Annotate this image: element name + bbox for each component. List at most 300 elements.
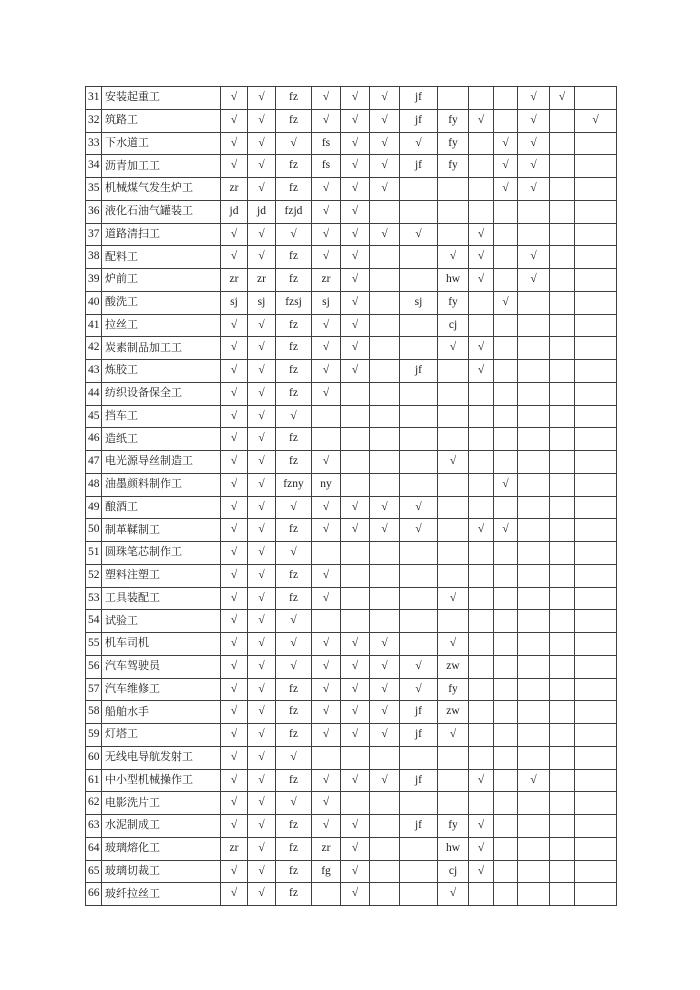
mark-cell: √ bbox=[341, 883, 370, 906]
mark-cell: √ bbox=[312, 223, 341, 246]
mark-cell: fz bbox=[276, 109, 312, 132]
row-number: 53 bbox=[86, 587, 102, 610]
mark-cell bbox=[400, 837, 438, 860]
mark-cell bbox=[494, 610, 518, 633]
mark-cell bbox=[370, 337, 400, 360]
mark-cell: √ bbox=[221, 87, 248, 110]
table-body bbox=[86, 87, 617, 906]
mark-cell bbox=[575, 564, 617, 587]
mark-cell bbox=[550, 109, 575, 132]
mark-cell bbox=[575, 769, 617, 792]
mark-cell bbox=[575, 860, 617, 883]
mark-cell: √ bbox=[341, 655, 370, 678]
mark-cell: √ bbox=[469, 769, 494, 792]
mark-cell bbox=[494, 269, 518, 292]
mark-cell: fz bbox=[276, 314, 312, 337]
mark-cell bbox=[518, 473, 550, 496]
mark-cell bbox=[518, 678, 550, 701]
row-number: 57 bbox=[86, 678, 102, 701]
mark-cell: √ bbox=[312, 337, 341, 360]
mark-cell bbox=[438, 405, 469, 428]
mark-cell bbox=[550, 633, 575, 656]
mark-cell: fz bbox=[276, 883, 312, 906]
mark-cell bbox=[312, 405, 341, 428]
mark-cell: √ bbox=[438, 633, 469, 656]
mark-cell: √ bbox=[518, 132, 550, 155]
mark-cell: √ bbox=[312, 496, 341, 519]
mark-cell bbox=[494, 746, 518, 769]
mark-cell bbox=[494, 542, 518, 565]
mark-cell: √ bbox=[248, 519, 276, 542]
occupation-name: 酿酒工 bbox=[102, 496, 221, 519]
mark-cell bbox=[518, 314, 550, 337]
mark-cell: √ bbox=[221, 155, 248, 178]
mark-cell bbox=[550, 837, 575, 860]
mark-cell: √ bbox=[469, 337, 494, 360]
mark-cell bbox=[494, 837, 518, 860]
mark-cell bbox=[550, 724, 575, 747]
mark-cell: √ bbox=[575, 109, 617, 132]
mark-cell bbox=[550, 587, 575, 610]
mark-cell bbox=[518, 655, 550, 678]
mark-cell bbox=[494, 678, 518, 701]
mark-cell: √ bbox=[494, 178, 518, 201]
mark-cell bbox=[469, 746, 494, 769]
mark-cell: √ bbox=[469, 815, 494, 838]
mark-cell: √ bbox=[312, 109, 341, 132]
mark-cell: √ bbox=[312, 701, 341, 724]
mark-cell bbox=[438, 792, 469, 815]
mark-cell bbox=[469, 405, 494, 428]
mark-cell: √ bbox=[469, 860, 494, 883]
mark-cell bbox=[400, 451, 438, 474]
mark-cell bbox=[575, 360, 617, 383]
mark-cell: √ bbox=[276, 223, 312, 246]
mark-cell bbox=[312, 428, 341, 451]
mark-cell bbox=[438, 360, 469, 383]
mark-cell bbox=[575, 724, 617, 747]
mark-cell bbox=[494, 792, 518, 815]
mark-cell: √ bbox=[248, 860, 276, 883]
mark-cell: zr bbox=[221, 178, 248, 201]
mark-cell bbox=[370, 360, 400, 383]
mark-cell bbox=[518, 792, 550, 815]
mark-cell bbox=[550, 496, 575, 519]
mark-cell bbox=[400, 382, 438, 405]
mark-cell bbox=[370, 610, 400, 633]
mark-cell bbox=[469, 291, 494, 314]
mark-cell: √ bbox=[221, 360, 248, 383]
table-row bbox=[86, 633, 617, 656]
mark-cell: fzsj bbox=[276, 291, 312, 314]
occupation-name: 水泥制成工 bbox=[102, 815, 221, 838]
mark-cell bbox=[550, 451, 575, 474]
mark-cell: fs bbox=[312, 155, 341, 178]
mark-cell: cj bbox=[438, 860, 469, 883]
table-row bbox=[86, 109, 617, 132]
mark-cell bbox=[494, 587, 518, 610]
mark-cell: √ bbox=[248, 87, 276, 110]
row-number: 35 bbox=[86, 178, 102, 201]
mark-cell: fz bbox=[276, 382, 312, 405]
mark-cell: √ bbox=[221, 496, 248, 519]
mark-cell bbox=[438, 223, 469, 246]
mark-cell bbox=[438, 87, 469, 110]
mark-cell: √ bbox=[248, 883, 276, 906]
mark-cell: √ bbox=[370, 701, 400, 724]
occupation-name: 圆珠笔芯制作工 bbox=[102, 542, 221, 565]
mark-cell: √ bbox=[276, 655, 312, 678]
mark-cell: √ bbox=[438, 724, 469, 747]
mark-cell bbox=[575, 337, 617, 360]
mark-cell bbox=[518, 451, 550, 474]
mark-cell: fz bbox=[276, 815, 312, 838]
mark-cell: √ bbox=[312, 564, 341, 587]
mark-cell: √ bbox=[370, 87, 400, 110]
mark-cell: √ bbox=[248, 542, 276, 565]
mark-cell: √ bbox=[518, 109, 550, 132]
mark-cell bbox=[575, 883, 617, 906]
mark-cell: fz bbox=[276, 246, 312, 269]
mark-cell: √ bbox=[248, 428, 276, 451]
mark-cell: jf bbox=[400, 87, 438, 110]
mark-cell: √ bbox=[370, 519, 400, 542]
mark-cell: √ bbox=[248, 587, 276, 610]
occupation-name: 玻璃熔化工 bbox=[102, 837, 221, 860]
table-row bbox=[86, 405, 617, 428]
row-number: 51 bbox=[86, 542, 102, 565]
mark-cell: fs bbox=[312, 132, 341, 155]
mark-cell bbox=[400, 178, 438, 201]
table-row bbox=[86, 200, 617, 223]
mark-cell bbox=[550, 314, 575, 337]
mark-cell: √ bbox=[341, 769, 370, 792]
mark-cell bbox=[575, 746, 617, 769]
mark-cell: fz bbox=[276, 178, 312, 201]
mark-cell: fz bbox=[276, 678, 312, 701]
mark-cell: √ bbox=[221, 382, 248, 405]
mark-cell bbox=[494, 815, 518, 838]
mark-cell: fz bbox=[276, 269, 312, 292]
mark-cell: √ bbox=[276, 633, 312, 656]
mark-cell bbox=[550, 769, 575, 792]
mark-cell: √ bbox=[341, 200, 370, 223]
mark-cell bbox=[438, 519, 469, 542]
mark-cell bbox=[370, 246, 400, 269]
table-row bbox=[86, 724, 617, 747]
mark-cell bbox=[550, 360, 575, 383]
mark-cell bbox=[400, 587, 438, 610]
mark-cell: √ bbox=[312, 87, 341, 110]
mark-cell bbox=[370, 382, 400, 405]
mark-cell: jf bbox=[400, 109, 438, 132]
mark-cell bbox=[550, 815, 575, 838]
mark-cell: √ bbox=[248, 792, 276, 815]
occupation-mark-table bbox=[85, 86, 617, 906]
occupation-name: 玻璃切裁工 bbox=[102, 860, 221, 883]
mark-cell bbox=[550, 792, 575, 815]
mark-cell bbox=[469, 542, 494, 565]
mark-cell bbox=[518, 542, 550, 565]
mark-cell bbox=[494, 883, 518, 906]
mark-cell: √ bbox=[518, 178, 550, 201]
occupation-name: 纺织设备保全工 bbox=[102, 382, 221, 405]
mark-cell: √ bbox=[341, 291, 370, 314]
mark-cell bbox=[370, 792, 400, 815]
mark-cell: fzny bbox=[276, 473, 312, 496]
mark-cell: √ bbox=[276, 496, 312, 519]
mark-cell bbox=[550, 246, 575, 269]
mark-cell: √ bbox=[341, 724, 370, 747]
table-row bbox=[86, 542, 617, 565]
mark-cell bbox=[438, 746, 469, 769]
mark-cell bbox=[518, 837, 550, 860]
occupation-name: 筑路工 bbox=[102, 109, 221, 132]
mark-cell bbox=[575, 519, 617, 542]
mark-cell bbox=[494, 496, 518, 519]
mark-cell: √ bbox=[341, 337, 370, 360]
mark-cell: √ bbox=[341, 178, 370, 201]
mark-cell: hw bbox=[438, 837, 469, 860]
mark-cell: √ bbox=[248, 701, 276, 724]
mark-cell bbox=[400, 792, 438, 815]
mark-cell bbox=[575, 701, 617, 724]
mark-cell: √ bbox=[438, 451, 469, 474]
occupation-name: 试验工 bbox=[102, 610, 221, 633]
table-row bbox=[86, 655, 617, 678]
mark-cell: fy bbox=[438, 155, 469, 178]
mark-cell bbox=[469, 883, 494, 906]
table-row bbox=[86, 769, 617, 792]
mark-cell bbox=[438, 178, 469, 201]
mark-cell: √ bbox=[370, 223, 400, 246]
table-row bbox=[86, 519, 617, 542]
mark-cell: hw bbox=[438, 269, 469, 292]
mark-cell bbox=[370, 883, 400, 906]
mark-cell: √ bbox=[400, 132, 438, 155]
mark-cell: √ bbox=[341, 155, 370, 178]
table-row bbox=[86, 473, 617, 496]
mark-cell bbox=[550, 655, 575, 678]
mark-cell bbox=[575, 155, 617, 178]
mark-cell bbox=[494, 701, 518, 724]
mark-cell bbox=[400, 337, 438, 360]
mark-cell: √ bbox=[438, 246, 469, 269]
occupation-name: 炉前工 bbox=[102, 269, 221, 292]
mark-cell: √ bbox=[518, 246, 550, 269]
mark-cell: √ bbox=[370, 633, 400, 656]
mark-cell bbox=[469, 701, 494, 724]
mark-cell: fy bbox=[438, 815, 469, 838]
table-row bbox=[86, 860, 617, 883]
mark-cell: fz bbox=[276, 837, 312, 860]
mark-cell: √ bbox=[312, 519, 341, 542]
mark-cell: zw bbox=[438, 655, 469, 678]
mark-cell: √ bbox=[370, 178, 400, 201]
occupation-name: 酸洗工 bbox=[102, 291, 221, 314]
mark-cell: √ bbox=[341, 496, 370, 519]
mark-cell: √ bbox=[248, 132, 276, 155]
mark-cell bbox=[370, 473, 400, 496]
mark-cell: fz bbox=[276, 724, 312, 747]
mark-cell bbox=[438, 610, 469, 633]
table-row bbox=[86, 269, 617, 292]
mark-cell: fz bbox=[276, 769, 312, 792]
mark-cell: √ bbox=[248, 178, 276, 201]
mark-cell: √ bbox=[248, 815, 276, 838]
mark-cell bbox=[518, 564, 550, 587]
mark-cell bbox=[370, 291, 400, 314]
mark-cell bbox=[575, 87, 617, 110]
mark-cell bbox=[341, 542, 370, 565]
mark-cell bbox=[400, 405, 438, 428]
row-number: 61 bbox=[86, 769, 102, 792]
mark-cell bbox=[518, 610, 550, 633]
mark-cell bbox=[550, 860, 575, 883]
mark-cell: √ bbox=[494, 155, 518, 178]
occupation-name: 中小型机械操作工 bbox=[102, 769, 221, 792]
mark-cell: √ bbox=[469, 269, 494, 292]
row-number: 64 bbox=[86, 837, 102, 860]
mark-cell bbox=[518, 291, 550, 314]
occupation-name: 汽车维修工 bbox=[102, 678, 221, 701]
mark-cell: cj bbox=[438, 314, 469, 337]
mark-cell: √ bbox=[518, 155, 550, 178]
mark-cell: √ bbox=[248, 564, 276, 587]
mark-cell bbox=[494, 655, 518, 678]
mark-cell bbox=[550, 542, 575, 565]
mark-cell: √ bbox=[248, 496, 276, 519]
mark-cell bbox=[550, 132, 575, 155]
mark-cell bbox=[494, 382, 518, 405]
mark-cell bbox=[341, 428, 370, 451]
row-number: 40 bbox=[86, 291, 102, 314]
mark-cell bbox=[518, 746, 550, 769]
occupation-name: 炼胶工 bbox=[102, 360, 221, 383]
mark-cell bbox=[494, 87, 518, 110]
mark-cell: √ bbox=[438, 883, 469, 906]
table-row bbox=[86, 178, 617, 201]
mark-cell: √ bbox=[221, 633, 248, 656]
mark-cell: jd bbox=[248, 200, 276, 223]
mark-cell bbox=[575, 382, 617, 405]
mark-cell bbox=[469, 587, 494, 610]
occupation-name: 玻纤拉丝工 bbox=[102, 883, 221, 906]
mark-cell bbox=[370, 746, 400, 769]
mark-cell bbox=[341, 610, 370, 633]
occupation-name: 机车司机 bbox=[102, 633, 221, 656]
mark-cell: √ bbox=[276, 746, 312, 769]
occupation-name: 挡车工 bbox=[102, 405, 221, 428]
table-row bbox=[86, 837, 617, 860]
mark-cell: √ bbox=[518, 769, 550, 792]
mark-cell bbox=[312, 883, 341, 906]
occupation-name: 汽车驾驶员 bbox=[102, 655, 221, 678]
mark-cell bbox=[438, 382, 469, 405]
mark-cell: jf bbox=[400, 701, 438, 724]
mark-cell bbox=[370, 451, 400, 474]
mark-cell: √ bbox=[221, 542, 248, 565]
mark-cell: fz bbox=[276, 337, 312, 360]
occupation-name: 安装起重工 bbox=[102, 87, 221, 110]
mark-cell: fy bbox=[438, 132, 469, 155]
occupation-name: 船舶水手 bbox=[102, 701, 221, 724]
mark-cell: zw bbox=[438, 701, 469, 724]
mark-cell: √ bbox=[312, 633, 341, 656]
mark-cell bbox=[469, 792, 494, 815]
row-number: 50 bbox=[86, 519, 102, 542]
mark-cell bbox=[469, 564, 494, 587]
mark-cell bbox=[370, 428, 400, 451]
mark-cell bbox=[494, 223, 518, 246]
mark-cell bbox=[494, 246, 518, 269]
occupation-name: 道路清扫工 bbox=[102, 223, 221, 246]
mark-cell: √ bbox=[494, 473, 518, 496]
table-row bbox=[86, 314, 617, 337]
mark-cell: √ bbox=[221, 109, 248, 132]
mark-cell bbox=[575, 246, 617, 269]
mark-cell bbox=[469, 633, 494, 656]
mark-cell: jf bbox=[400, 815, 438, 838]
mark-cell: fz bbox=[276, 87, 312, 110]
mark-cell bbox=[494, 769, 518, 792]
mark-cell: √ bbox=[438, 337, 469, 360]
mark-cell bbox=[341, 473, 370, 496]
row-number: 34 bbox=[86, 155, 102, 178]
table-row bbox=[86, 428, 617, 451]
mark-cell bbox=[575, 587, 617, 610]
mark-cell: zr bbox=[221, 269, 248, 292]
mark-cell: √ bbox=[221, 223, 248, 246]
mark-cell: √ bbox=[248, 314, 276, 337]
row-number: 36 bbox=[86, 200, 102, 223]
mark-cell bbox=[550, 428, 575, 451]
mark-cell: √ bbox=[248, 109, 276, 132]
table-row bbox=[86, 496, 617, 519]
mark-cell bbox=[518, 382, 550, 405]
mark-cell bbox=[400, 883, 438, 906]
mark-cell: fz bbox=[276, 360, 312, 383]
mark-cell bbox=[575, 655, 617, 678]
mark-cell: √ bbox=[221, 337, 248, 360]
row-number: 41 bbox=[86, 314, 102, 337]
table-row bbox=[86, 678, 617, 701]
mark-cell bbox=[575, 837, 617, 860]
mark-cell: sj bbox=[221, 291, 248, 314]
mark-cell bbox=[438, 564, 469, 587]
mark-cell bbox=[550, 291, 575, 314]
mark-cell: fg bbox=[312, 860, 341, 883]
mark-cell bbox=[370, 314, 400, 337]
mark-cell bbox=[518, 428, 550, 451]
mark-cell: √ bbox=[221, 587, 248, 610]
table-row bbox=[86, 223, 617, 246]
table-row bbox=[86, 337, 617, 360]
row-number: 49 bbox=[86, 496, 102, 519]
mark-cell bbox=[575, 496, 617, 519]
mark-cell bbox=[341, 382, 370, 405]
table-row bbox=[86, 610, 617, 633]
mark-cell: √ bbox=[370, 724, 400, 747]
mark-cell bbox=[400, 746, 438, 769]
mark-cell bbox=[341, 405, 370, 428]
mark-cell bbox=[370, 837, 400, 860]
mark-cell: zr bbox=[312, 837, 341, 860]
mark-cell: √ bbox=[469, 837, 494, 860]
mark-cell: √ bbox=[221, 405, 248, 428]
mark-cell: √ bbox=[312, 382, 341, 405]
row-number: 45 bbox=[86, 405, 102, 428]
